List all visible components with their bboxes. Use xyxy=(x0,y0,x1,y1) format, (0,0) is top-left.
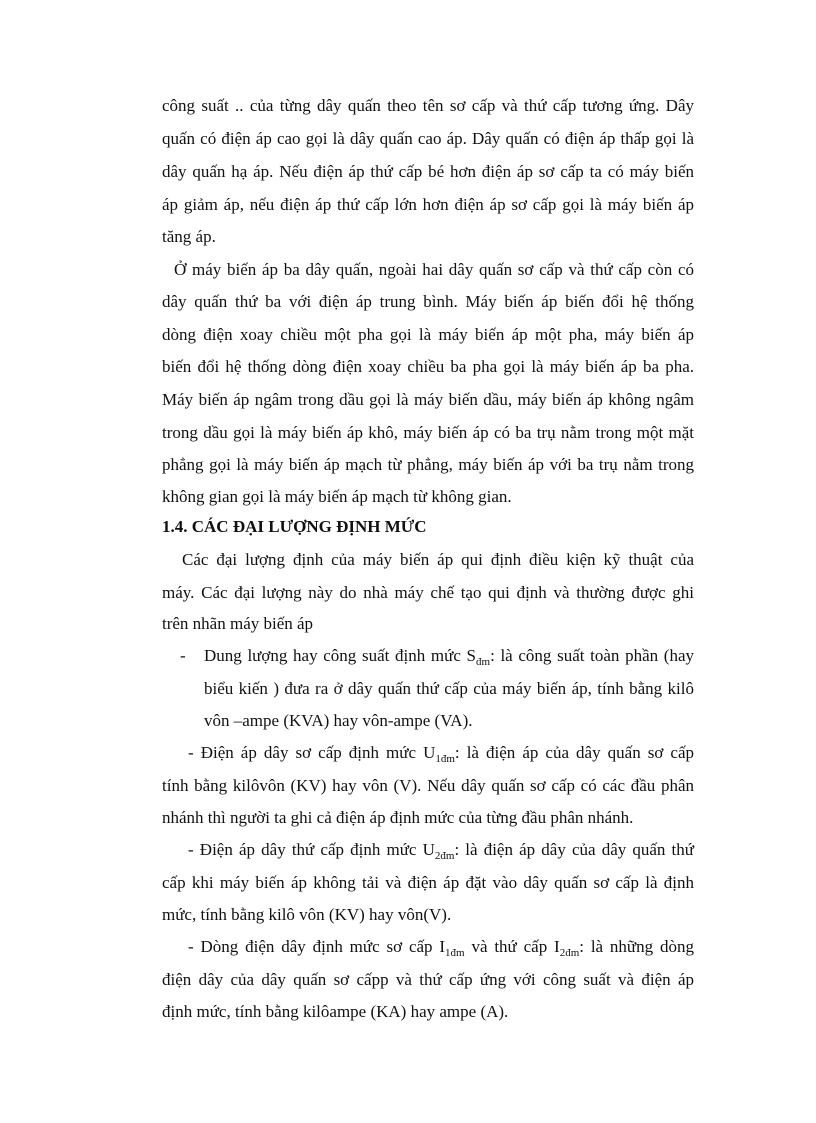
item-4-line-3: định mức, tính bằng kilôampe (KA) hay ampe (A). xyxy=(162,1002,509,1021)
item-3-line-2: cấp khi máy biến áp không tải và điện áp đặt vào dây quấn sơ cấp là định xyxy=(162,873,694,892)
section-heading: 1.4. CÁC ĐẠI LƯỢNG ĐỊNH MỨC xyxy=(162,517,427,536)
intro-line-1: Các đại lượng định của máy biến áp qui định điều kiện kỹ thuật của xyxy=(182,550,694,569)
intro-line-2: máy. Các đại lượng này do nhà máy chế tạo qui định và thường được ghi xyxy=(162,583,694,602)
paragraph-2-line-1: Ở máy biến áp ba dây quấn, ngoài hai dây quấn sơ cấp và thứ cấp còn có xyxy=(174,260,694,279)
item-1-bullet: - xyxy=(180,646,186,665)
paragraph-1-line-5: tăng áp. xyxy=(162,227,216,246)
paragraph-1-line-4: áp giảm áp, nếu điện áp thứ cấp lớn hơn điện áp sơ cấp gọi là máy biến áp xyxy=(162,195,694,214)
paragraph-2-line-7: phẳng gọi là máy biến áp mạch từ phẳng, máy biến áp với ba trụ nằm trong xyxy=(162,455,694,474)
item-4-line-1: - Dòng điện dây định mức sơ cấp $I_{1đm}$ và thứ cấp $I_{2đm}$: là những dòng xyxy=(188,937,694,959)
paragraph-2-line-6: trong dầu gọi là máy biến áp khô, máy biến áp có ba trụ nằm trong một mặt xyxy=(162,423,694,442)
item-2-line-3: nhánh thì người ta ghi cả điện áp định mức của từng đầu phân nhánh. xyxy=(162,808,634,827)
paragraph-2-line-8: không gian gọi là máy biến áp mạch từ không gian. xyxy=(162,487,512,506)
item-3-line-1: - Điện áp dây thứ cấp định mức $U_{2đm}$: là điện áp dây của dây quấn thứ xyxy=(188,840,694,862)
paragraph-1-line-2: quấn có điện áp cao gọi là dây quấn cao áp. Dây quấn có điện áp thấp gọi là xyxy=(162,129,694,148)
paragraph-2-line-2: dây quấn thứ ba với điện áp trung bình. Máy biến áp biến đổi hệ thống xyxy=(162,292,694,311)
item-1-line-3: vôn –ampe (KVA) hay vôn-ampe (VA). xyxy=(204,711,473,730)
intro-line-3: trên nhãn máy biến áp xyxy=(162,614,314,633)
paragraph-1-line-1: công suất .. của từng dây quấn theo tên sơ cấp và thứ cấp tương ứng. Dây xyxy=(162,96,694,115)
paragraph-1-line-3: dây quấn hạ áp. Nếu điện áp thứ cấp bé hơn điện áp sơ cấp ta có máy biến xyxy=(162,162,694,181)
paragraph-2-line-4: biến đổi hệ thống dòng điện xoay chiều ba pha gọi là máy biến áp ba pha. xyxy=(162,357,694,376)
item-2-line-1: - Điện áp dây sơ cấp định mức $U_{1đm}$: là điện áp của dây quấn sơ cấp xyxy=(188,743,694,765)
paragraph-2-line-5: Máy biến áp ngâm trong dầu gọi là máy biến dầu, máy biến áp không ngâm xyxy=(162,390,694,409)
item-4-line-2: điện dây của dây quấn sơ cấpp và thứ cấp ứng với công suất và điện áp xyxy=(162,970,694,989)
item-3-line-3: mức, tính bằng kilô vôn (KV) hay vôn(V). xyxy=(162,905,452,924)
item-1-line-1: Dung lượng hay công suất định mức $S_{đm}$: là công suất toàn phần (hay xyxy=(204,646,694,668)
item-2-line-2: tính bằng kilôvôn (KV) hay vôn (V). Nếu dây quấn sơ cấp có các đầu phân xyxy=(162,776,694,795)
item-1-line-2: biểu kiến ) đưa ra ở dây quấn thứ cấp của máy biến áp, tính bằng kilô xyxy=(204,679,694,698)
paragraph-2-line-3: dòng điện xoay chiều một pha gọi là máy biến áp một pha, máy biến áp xyxy=(162,325,694,344)
